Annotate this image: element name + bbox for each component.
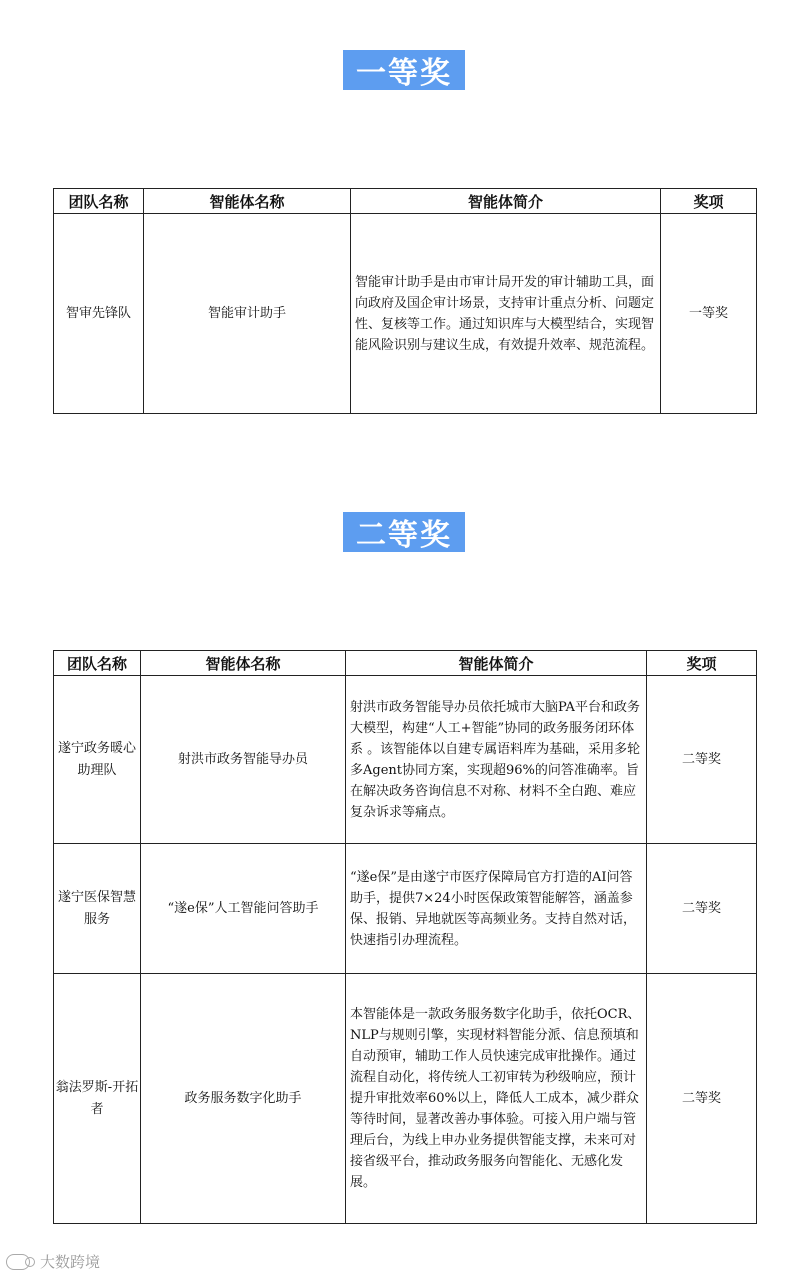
- team-name-cell: 翁法罗斯-开拓者: [54, 974, 141, 1224]
- agent-name-cell: “遂e保”人工智能问答助手: [141, 844, 346, 974]
- section-title-second-prize: 二等奖: [343, 512, 465, 552]
- table-row: [54, 676, 757, 844]
- table-row: [54, 974, 757, 1224]
- header-intro: 智能体简介: [346, 651, 647, 676]
- header-agent: 智能体名称: [141, 651, 346, 676]
- award-cell: 二等奖: [647, 844, 757, 974]
- header-team: 团队名称: [54, 189, 144, 214]
- header-award: 奖项: [661, 189, 757, 214]
- watermark-logo-icon: [6, 1254, 30, 1270]
- table-header-row: [54, 189, 757, 214]
- watermark-text: 大数跨境: [40, 1253, 101, 1271]
- table-row: [54, 214, 757, 414]
- header-award: 奖项: [647, 651, 757, 676]
- award-cell: 一等奖: [661, 214, 757, 414]
- team-name-cell: 智审先锋队: [54, 214, 144, 414]
- team-name-cell: 遂宁医保智慧服务: [54, 844, 141, 974]
- watermark: [6, 1251, 100, 1272]
- header-team: 团队名称: [54, 651, 141, 676]
- team-name-cell: 遂宁政务暖心助理队: [54, 676, 141, 844]
- header-agent: 智能体名称: [144, 189, 351, 214]
- agent-name-cell: 政务服务数字化助手: [141, 974, 346, 1224]
- agent-intro-cell: 射洪市政务智能导办员依托城市大脑PA平台和政务大模型，构建“人工+智能”协同的政务服务闭环体系 。该智能体以自建专属语料库为基础，采用多轮多Agent协同方案，实现超96%的问答准确率。旨在解决政务咨询信息不对称、材料不全白跑、难应复杂诉求等痛点。: [346, 676, 647, 844]
- section-title-first-prize: 一等奖: [343, 50, 465, 90]
- second-prize-table: [53, 650, 757, 1224]
- agent-intro-cell: “遂e保”是由遂宁市医疗保障局官方打造的AI问答助手，提供7×24小时医保政策智能解答，涵盖参保、报销、异地就医等高频业务。支持自然对话，快速指引办理流程。: [346, 844, 647, 974]
- award-cell: 二等奖: [647, 974, 757, 1224]
- table-header-row: [54, 651, 757, 676]
- header-intro: 智能体简介: [351, 189, 661, 214]
- table-row: [54, 844, 757, 974]
- agent-name-cell: 智能审计助手: [144, 214, 351, 414]
- agent-intro-cell: 智能审计助手是由市审计局开发的审计辅助工具，面向政府及国企审计场景，支持审计重点分析、问题定性、复核等工作。通过知识库与大模型结合，实现智能风险识别与建议生成，有效提升效率、规范流程。: [351, 214, 661, 414]
- agent-intro-cell: 本智能体是一款政务服务数字化助手，依托OCR、NLP与规则引擎，实现材料智能分派、信息预填和自动预审，辅助工作人员快速完成审批操作。通过流程自动化，将传统人工初审转为秒级响应，预计提升审批效率60%以上，降低人工成本，减少群众等待时间，显著改善办事体验。可接入用户端与管理后台，为线上申办业务提供智能支撑，未来可对接省级平台，推动政务服务向智能化、无感化发展。: [346, 974, 647, 1224]
- award-cell: 二等奖: [647, 676, 757, 844]
- first-prize-table: [53, 188, 757, 414]
- agent-name-cell: 射洪市政务智能导办员: [141, 676, 346, 844]
